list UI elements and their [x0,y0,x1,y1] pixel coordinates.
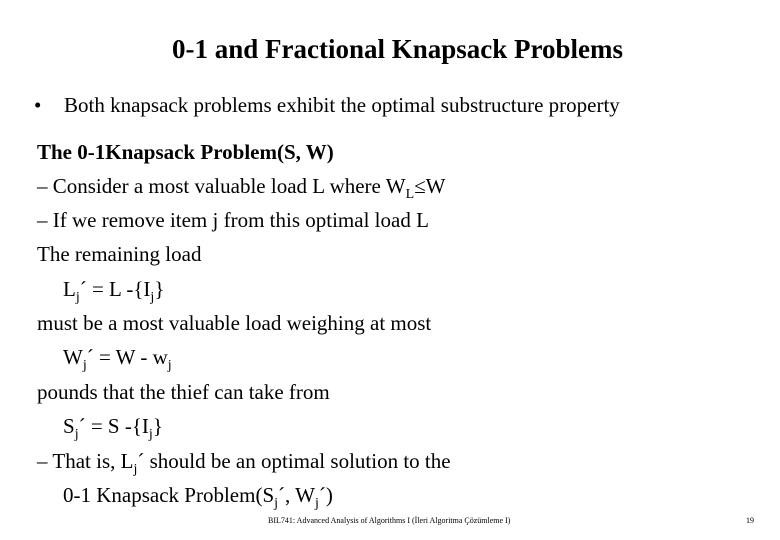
section-heading: The 0-1Knapsack Problem(S, W) [37,140,334,164]
bullet-icon: • [34,93,42,117]
text-line-remaining: The remaining load [37,242,202,266]
text-line-pounds: pounds that the thief can take from [37,380,330,404]
bullet-text: Both knapsack problems exhibit the optimal substructure property [64,93,620,117]
formula-sj: $S_j´ = S$ $-\{I_j\}$ [63,414,163,442]
page-number: 19 [746,516,754,525]
text-line-must-be: must be a most valuable load weighing at most [37,311,432,335]
text-line-that-is: – That is, $L_j´$ should be an optimal solution to the [37,449,451,477]
formula-subproblem: 0-1 Knapsack $Problem(S_j´$, $W_j´$) [63,483,333,511]
bullet-item [34,92,620,118]
formula-lj: $L_j´ = L$ $-\{I_j\}$ [63,277,165,305]
slide-title: 0-1 and Fractional Knapsack Problems [171,34,624,64]
text-line-consider: – Consider a most valuable load L where $W_L\le W$ [37,174,446,202]
slide-footer: BIL741: Advanced Analysis of Algorithms I (İleri Algoritma Çözümleme I) [268,516,511,525]
text-line-remove: – If we remove item j from this optimal load L [37,208,429,232]
formula-wj: $W_j´ = W - w_j$ [63,345,172,373]
